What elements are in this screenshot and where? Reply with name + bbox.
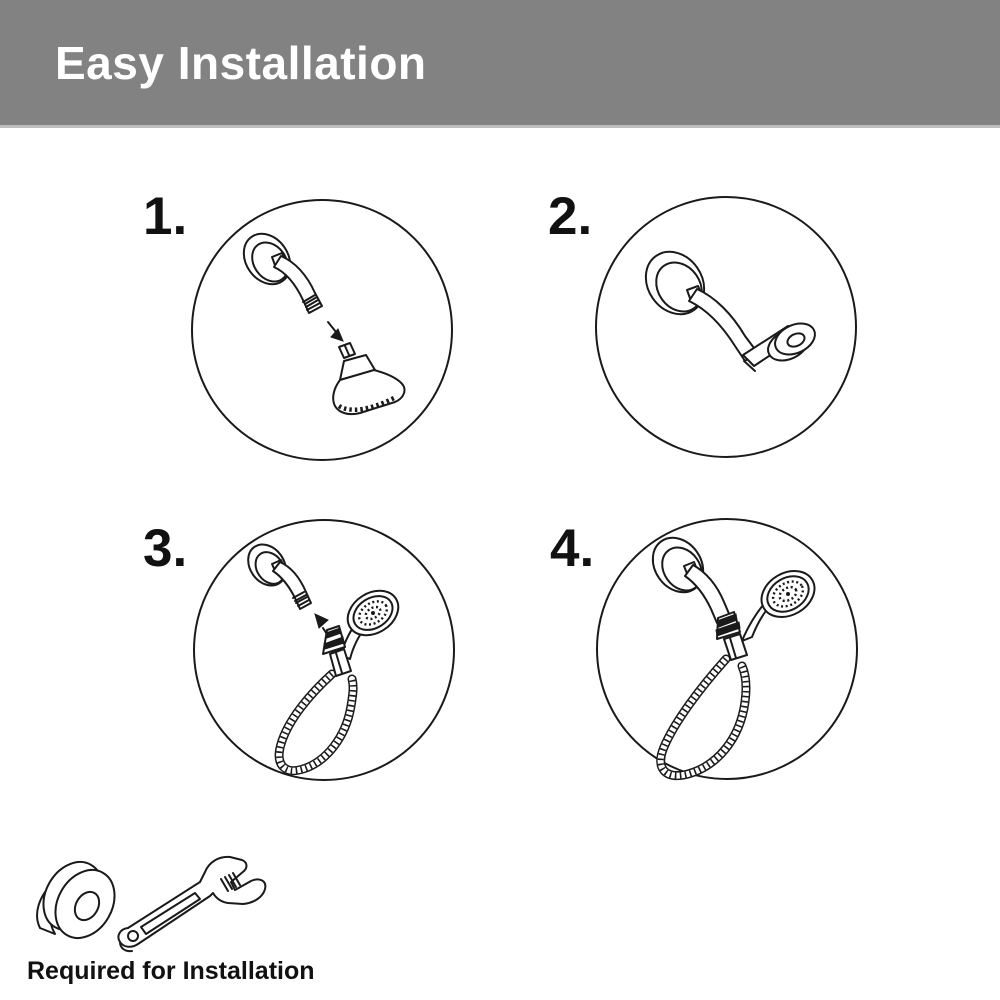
hand-shower-icon <box>330 582 406 676</box>
step-2-illustration-icon <box>592 193 860 461</box>
wall-escutcheon-icon <box>634 240 716 325</box>
shower-arm-icon <box>687 286 757 361</box>
step-1-illustration-icon <box>188 196 456 464</box>
step-4-illustration-icon <box>593 515 861 783</box>
step-2-number: 2. <box>548 187 593 246</box>
hose-icon <box>661 659 746 776</box>
page-title: Easy Installation <box>55 36 427 89</box>
hand-shower-icon <box>724 562 823 660</box>
step-1-circle <box>192 200 452 460</box>
shower-arm-icon <box>684 562 730 623</box>
required-tools-illustration <box>25 848 275 956</box>
hose-icon <box>279 674 353 771</box>
header-banner <box>0 0 1000 128</box>
step-1-number: 1. <box>143 187 188 246</box>
step-3-illustration-icon <box>190 516 458 784</box>
adjustable-wrench-icon <box>118 857 265 951</box>
thread-seal-tape-icon <box>32 851 127 948</box>
wall-escutcheon-icon <box>234 225 299 293</box>
shower-head-icon <box>333 343 404 414</box>
step-4-number: 4. <box>550 519 595 578</box>
cradle-mount-icon <box>743 317 820 371</box>
required-for-installation-label: Required for Installation <box>27 957 315 985</box>
step-3-number: 3. <box>143 519 188 578</box>
arrow-down-icon <box>328 322 343 341</box>
